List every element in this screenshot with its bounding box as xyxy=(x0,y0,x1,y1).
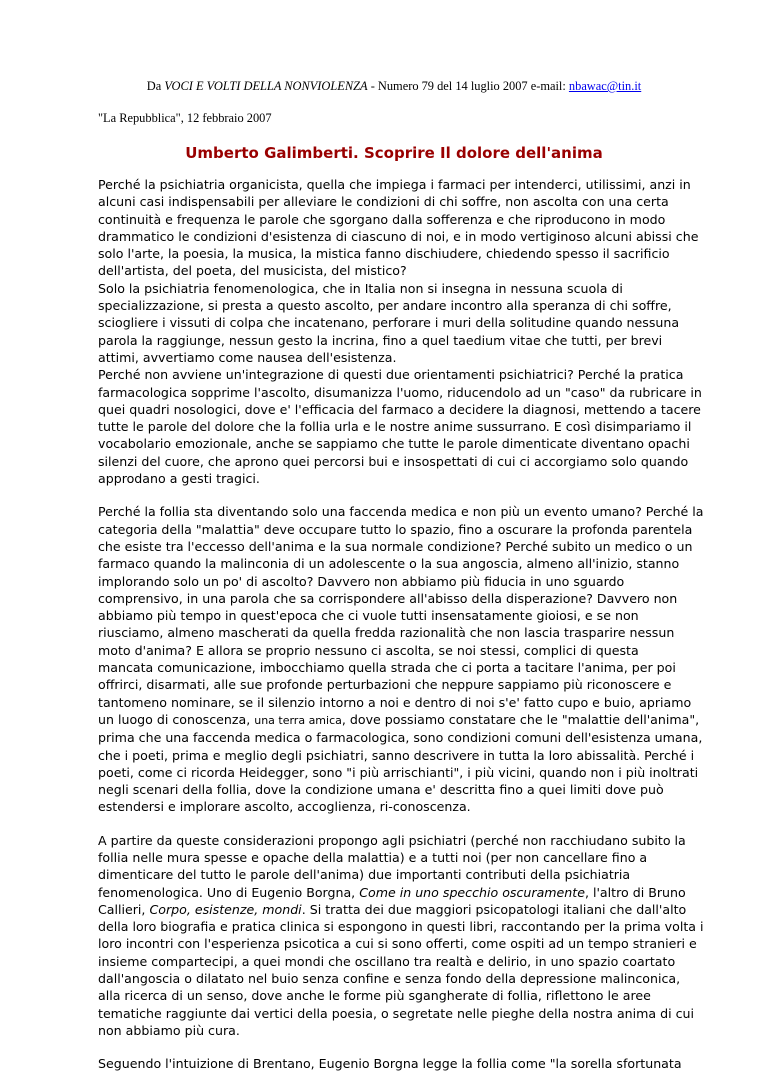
article-title: Umberto Galimberti. Scoprire Il dolore dell'anima xyxy=(185,144,603,162)
text-line: dell'artista, del poeta, del musicista, del mistico? xyxy=(98,263,407,279)
paragraph-1 xyxy=(98,176,702,487)
text-line: comprensivo, in una parola che sa corrispondere all'abisso della disperazione? Davvero non xyxy=(98,590,678,606)
text-line: vocabolario emozionale, anche se sappiamo che tutte le parole dimenticate diventano opachi xyxy=(98,436,690,452)
header-prefix: Da xyxy=(146,79,162,93)
text-line: mancata comunicazione, imbocchiamo quella strada che ci porta a tacitare l'anima, per poi xyxy=(98,660,676,676)
text-line: tutte le parole del dolore che la follia urla e le nostre anime sussurrano. E così disimpariamo il xyxy=(98,419,692,435)
text-line: tantomeno nominare, se il silenzio intorno a noi e dentro di noi s'e' fatto cupo e buio, apriamo xyxy=(98,694,692,710)
text-line: solo l'arte, la poesia, la musica, la mistica fanno dischiudere, chiedendo spesso il sacrificio xyxy=(98,246,670,262)
text-fragment: Callieri, xyxy=(98,901,150,917)
book-title-callieri: Corpo, esistenze, mondi xyxy=(149,901,302,917)
text-line: abbiamo più tempo in quest'epoca che ci vuole tutti insensatamente gioiosi, e se non xyxy=(98,608,639,624)
text-line: loro incontri con l'esperienza psicotica a cui si sono offerti, come ospiti ad un tempo stranieri e xyxy=(98,936,697,952)
text-line: approdano a gesti tragici. xyxy=(98,471,260,487)
text-line-mixed xyxy=(98,901,690,918)
text-line: sciogliere i vissuti di colpa che incatenano, perforare i muri della solitudine quando nessuna xyxy=(98,315,680,331)
text-line: farmaco quando la malinconia di un adolescente o la sua angoscia, almeno all'inizio, stanno xyxy=(98,556,680,572)
article-body xyxy=(98,176,704,1073)
text-fragment: un luogo di conoscenza, xyxy=(98,711,255,727)
text-line: tematiche raggiunte dai vertici della poesia, o segretate nelle pieghe della nostra anima di cui xyxy=(98,1005,695,1021)
text-line-mixed xyxy=(98,884,690,901)
issue-info: - Numero 79 del 14 luglio 2007 e-mail: xyxy=(370,79,566,93)
text-line: non abbiamo più cura. xyxy=(98,1022,240,1038)
text-line: Solo la psichiatria fenomenologica, che in Italia non si insegna in nessuna scuola di xyxy=(98,280,623,296)
publication-name: VOCI E VOLTI DELLA NONVIOLENZA xyxy=(164,79,368,93)
text-line: continuità e frequenza le parole che sgorgano dalla sofferenza e che riproducono in modo xyxy=(98,211,666,227)
text-line: offrirci, disarmati, alle sue profonde perturbazioni che neppure sappiamo più riconoscere e xyxy=(98,677,672,693)
text-line: Perché la psichiatria organicista, quella che impiega i farmaci per intenderci, utilissimi, anzi in xyxy=(98,177,691,192)
text-line: negli scenari della follia, dove la condizione umana e' descritta fino a quei limiti dove può xyxy=(98,782,664,798)
email-link[interactable]: nbawac@tin.it xyxy=(568,79,642,93)
text-line: follia nelle mura spesse e opache della malattia) e a tutti noi (per non cancellare fino a xyxy=(98,849,648,865)
text-line: che esiste tra l'eccesso dell'anima e la sua normale condizione? Perché subito un medico o un xyxy=(98,538,693,554)
text-line: attimi, avvertiamo come nausea dell'esistenza. xyxy=(98,349,397,365)
text-line: prima che una faccenda medica o farmacologica, sono condizioni comuni dell'esistenza umana, xyxy=(98,730,703,746)
text-line: dimenticare del tutto le parole dell'anima) due importanti contributi della psichiatria xyxy=(98,867,631,883)
text-line: moto d'anima? E allora se proprio nessuno ci ascolta, se noi stessi, complici di questa xyxy=(98,642,639,658)
text-line: implorando solo un po' di ascolto? Davvero non abbiamo più fiducia in uno sguardo xyxy=(98,573,625,589)
text-fragment: , l'altro di Bruno xyxy=(584,884,686,900)
text-line: alcuni casi indispensabili per alleviare le condizioni di chi soffre, non ascolta con una certa xyxy=(98,194,669,210)
text-line: Perché non avviene un'integrazione di questi due orientamenti psichiatrici? Perché la pratica xyxy=(98,367,684,383)
text-line: specializzazione, si presta a questo ascolto, per andare incontro alla speranza di chi soffre, xyxy=(98,298,672,314)
small-text-fragment: una terra amica xyxy=(254,713,342,727)
text-line: estendersi e implorare ascolto, accoglienza, ri-conoscenza. xyxy=(98,799,471,815)
text-line: insieme compartecipi, a quei mondi che oscillano tra realtà e delirio, in uno spazio coartato xyxy=(98,953,676,969)
text-line: A partire da queste considerazioni propongo agli psichiatri (perché non racchiudano subito la xyxy=(98,832,686,848)
document-page xyxy=(98,78,704,1073)
text-line: della loro biografia e pratica clinica si espongono in questi libri, raccontando per la prima volta i xyxy=(98,919,704,935)
text-line: farmacologica sopprime l'ascolto, disumanizza l'uomo, riducendolo ad un "caso" da rubricare in xyxy=(98,384,702,400)
text-line: Seguendo l'intuizione di Brentano, Eugenio Borgna legge la follia come "la sorella sfortunata xyxy=(98,1056,682,1072)
source-citation: "La Repubblica", 12 febbraio 2007 xyxy=(98,111,272,125)
text-line: parola la raggiunge, nessun gesto la incrina, fino a quel taedium vitae che tutti, per brevi xyxy=(98,332,663,348)
text-line: che i poeti, prima e meglio degli psichiatri, sanno descrivere in tutta la loro abissalità. Perché i xyxy=(98,747,695,763)
text-line: poeti, come ci ricorda Heidegger, sono "i più arrischianti", i più vicini, quando non i più inoltrati xyxy=(98,764,699,780)
text-fragment: . Si tratta dei due maggiori psicopatologi italiani che dall'alto xyxy=(301,901,687,917)
text-line: drammatico le condizioni d'esistenza di ciascuno di noi, e in modo vertiginoso alcuni abissi che xyxy=(98,228,699,244)
newsletter-header xyxy=(98,78,690,94)
text-line: Perché la follia sta diventando solo una faccenda medica e non più un evento umano? Perché la xyxy=(98,504,704,520)
text-line: alla ricerca di un senso, dove anche le forme più sgangherate di follia, riflettono le aree xyxy=(98,988,651,1004)
text-fragment: , dove possiamo constatare che le "malattie dell'anima", xyxy=(341,711,700,727)
text-line: silenzi del cuore, che aprono quei percorsi bui e insospettati di cui ci accorgiamo solo quando xyxy=(98,453,689,469)
paragraph-4 xyxy=(98,1055,690,1072)
text-fragment: fenomenologica. Uno di Eugenio Borgna, xyxy=(98,884,360,900)
text-line-mixed xyxy=(98,711,700,729)
text-line: quei quadri nosologici, dove e' l'efficacia del farmaco a decidere la diagnosi, mettendo a tacere xyxy=(98,401,701,417)
paragraph-3 xyxy=(98,832,704,1040)
text-line: riusciamo, almeno mascherati da quella fredda razionalità che non lascia trasparire nessun xyxy=(98,625,675,641)
paragraph-2 xyxy=(98,503,704,815)
text-line: categoria della "malattia" deve occupare tutto lo spazio, fino a oscurare la profonda parentela xyxy=(98,521,693,537)
book-title-borgna: Come in uno specchio oscuramente xyxy=(359,884,585,900)
text-line: dall'angoscia o dilatato nel buio senza confine e senza fondo della depressione malinconica, xyxy=(98,971,681,987)
